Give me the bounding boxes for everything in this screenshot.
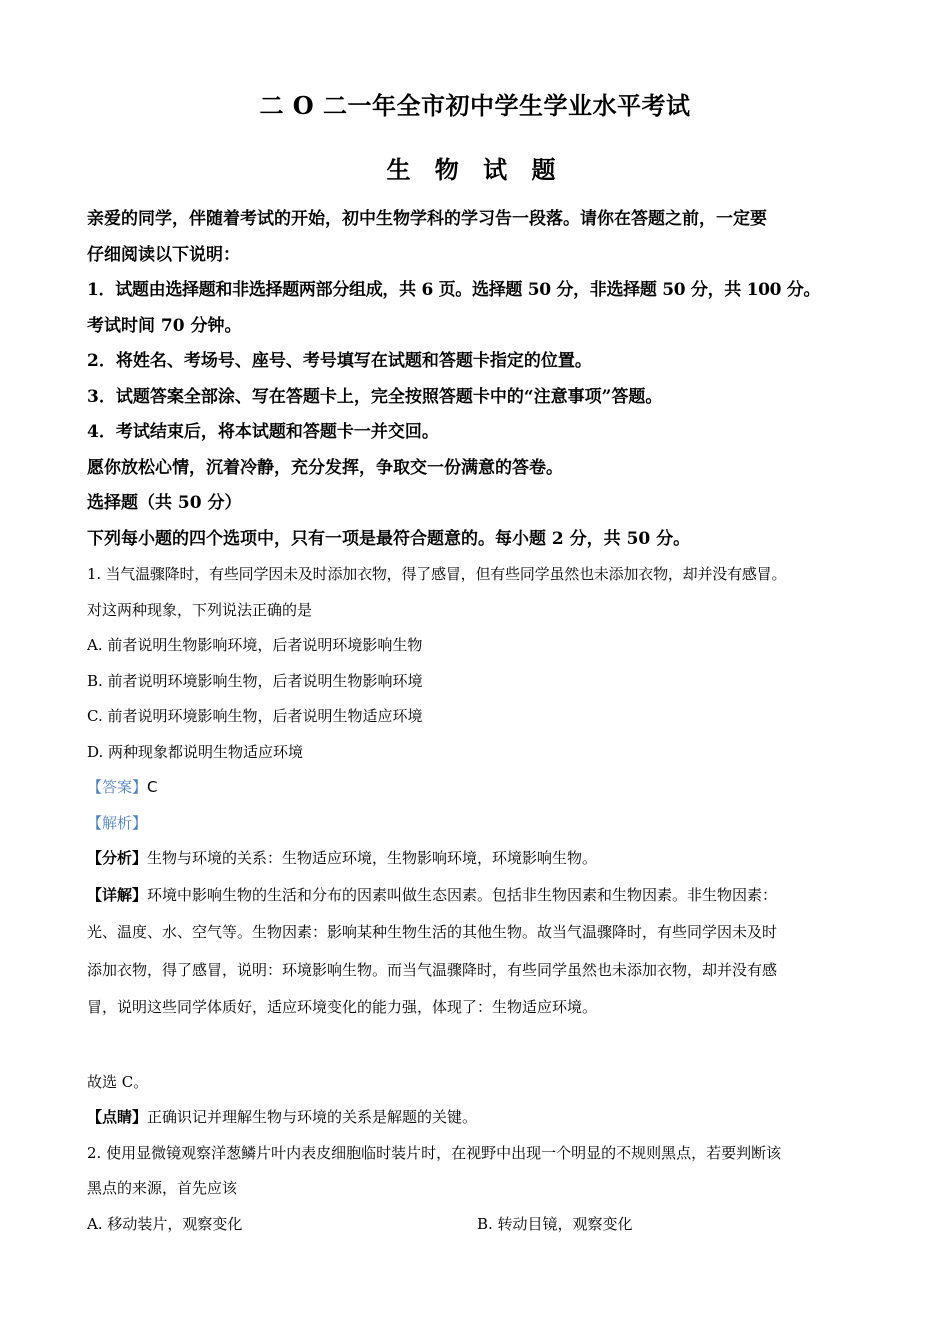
subject-title: 生 物 试 题 [386, 155, 564, 184]
dianjing-tag: 【点睛】 [87, 1108, 148, 1126]
dianjing-line [87, 1100, 877, 1136]
instruction-item-4: 4．考试结束后，将本试题和答题卡一并交回。 [87, 422, 439, 442]
question-2-options-row [87, 1207, 877, 1242]
xiangjie-text-cont: 添加衣物，得了感冒，说明：环境影响生物。而当气温骤降时，有些同学虽然也未添加衣物，却并没有感 [87, 960, 778, 979]
section-heading: 选择题（共 50 分） [87, 493, 242, 513]
instruction-item-2: 2．将姓名、考场号、座号、考号填写在试题和答题卡指定的位置。 [87, 351, 592, 371]
document-body [87, 202, 877, 1242]
dianjing-text: 正确识记并理解生物与环境的关系是解题的关键。 [147, 1108, 478, 1126]
question-2-option-a: A. 移动装片，观察变化 [87, 1214, 243, 1233]
section-description: 下列每小题的四个选项中，只有一项是最符合题意的。每小题 2 分，共 50 分。 [87, 528, 691, 549]
question-1-stem-cont: 对这两种现象，下列说法正确的是 [87, 600, 313, 619]
intro-line: 亲爱的同学，伴随着考试的开始，初中生物学科的学习告一段落。请你在答题之前，一定要 [87, 209, 767, 229]
answer-tag: 【答案】 [87, 778, 148, 796]
xiangjie-text-cont: 光、温度、水、空气等。生物因素：影响某种生物生活的其他生物。故当气温骤降时，有些同学因未及时 [87, 923, 778, 941]
spacer [87, 1027, 877, 1065]
question-2-option-b: B. 转动目镜，观察变化 [477, 1214, 633, 1233]
intro-line: 仔细阅读以下说明： [87, 244, 240, 265]
instruction-item-1: 1．试题由选择题和非选择题两部分组成，共 6 页。选择题 50 分，非选择题 50 分，共 100 分。 [87, 280, 821, 300]
answer-line [87, 770, 877, 806]
fenxi-line [87, 841, 877, 877]
fenxi-tag: 【分析】 [87, 849, 148, 867]
exam-title: 二 O 二一年全市初中学生学业水平考试 [259, 91, 691, 120]
xiangjie-tag: 【详解】 [87, 885, 148, 904]
question-1-option-b: B. 前者说明环境影响生物，后者说明生物影响环境 [87, 671, 423, 690]
fenxi-text: 生物与环境的关系：生物适应环境，生物影响环境，环境影响生物。 [147, 849, 598, 867]
question-1-stem: 1. 当气温骤降时，有些同学因未及时添加衣物，得了感冒，但有些同学虽然也未添加衣物，却并没有感冒。 [87, 565, 787, 583]
question-1-option-d: D. 两种现象都说明生物适应环境 [87, 742, 304, 761]
instruction-item-3: 3．试题答案全部涂、写在答题卡上，完全按照答题卡中的“注意事项”答题。 [87, 386, 663, 407]
wish-line: 愿你放松心情，沉着冷静，充分发挥，争取交一份满意的答卷。 [87, 457, 563, 478]
question-2-stem-cont: 黑点的来源，首先应该 [87, 1179, 238, 1197]
instruction-item-1-cont: 考试时间 70 分钟。 [87, 315, 242, 336]
question-1-option-c: C. 前者说明环境影响生物，后者说明生物适应环境 [87, 707, 423, 725]
xiangjie-text: 环境中影响生物的生活和分布的因素叫做生态因素。包括非生物因素和生物因素。非生物因素： [147, 885, 778, 904]
question-1-option-a: A. 前者说明生物影响环境，后者说明环境影响生物 [87, 636, 423, 654]
conclusion-line: 故选 C。 [87, 1072, 149, 1091]
question-2-stem: 2. 使用显微镜观察洋葱鳞片叶内表皮细胞临时装片时，在视野中出现一个明显的不规则黑点，若要判断该 [87, 1143, 782, 1162]
analysis-tag: 【解析】 [87, 813, 148, 832]
answer-value: C [147, 778, 158, 796]
xiangjie-line [87, 877, 877, 915]
xiangjie-text-cont: 冒，说明这些同学体质好，适应环境变化的能力强，体现了：生物适应环境。 [87, 998, 598, 1016]
